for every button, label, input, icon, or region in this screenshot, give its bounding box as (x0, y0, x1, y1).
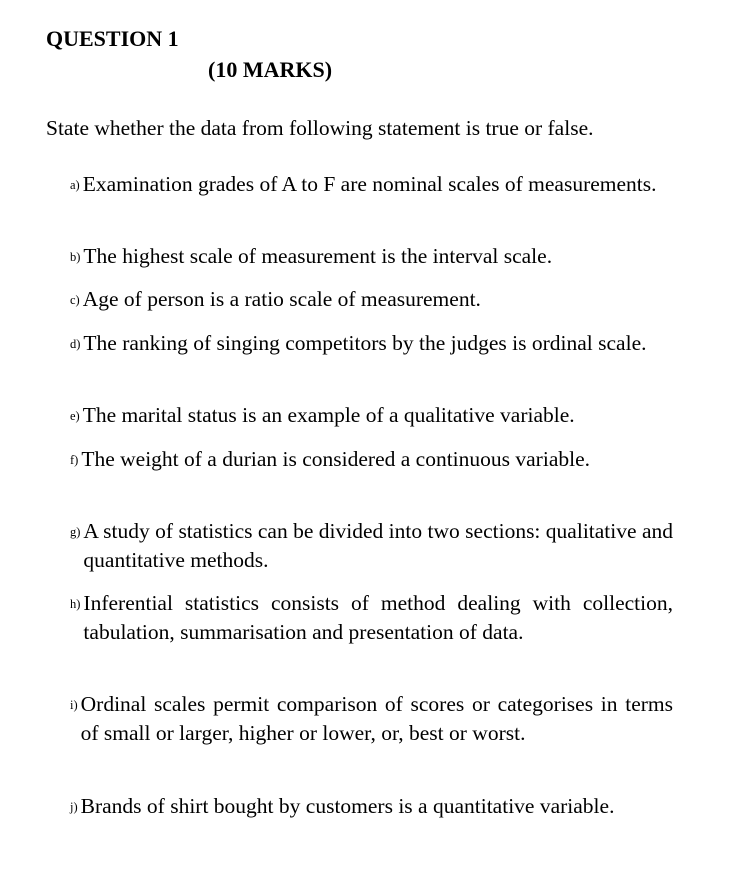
statement-marker: j) (70, 800, 78, 814)
statement-text: A study of statistics can be divided into two sections: qualitative and quantitative methods. (83, 519, 673, 572)
statement-marker: a) (70, 178, 80, 192)
statement-i (70, 690, 673, 748)
statement-marker: g) (70, 525, 81, 539)
statement-f (70, 445, 673, 474)
question-marks: (10 MARKS) (208, 57, 333, 82)
statement-h (70, 589, 673, 647)
statement-text: Age of person is a ratio scale of measurement. (82, 287, 481, 311)
statement-text: The marital status is an example of a qualitative variable. (82, 403, 575, 427)
statement-marker: e) (70, 409, 80, 423)
statement-marker: b) (70, 250, 81, 264)
statement-text: Brands of shirt bought by customers is a quantitative variable. (80, 794, 615, 818)
statement-e (70, 401, 673, 430)
statement-text: Inferential statistics consists of method dealing with collection, tabulation, summarisation and presentation of data. (83, 591, 673, 644)
statement-a (70, 170, 673, 199)
statement-c (70, 285, 673, 314)
question-title: QUESTION 1 (46, 26, 179, 51)
statement-marker: c) (70, 293, 80, 307)
statement-g (70, 517, 673, 575)
statement-text: The ranking of singing competitors by the judges is ordinal scale. (83, 331, 647, 355)
statement-text: The weight of a durian is considered a continuous variable. (81, 447, 591, 471)
statement-j (70, 792, 673, 821)
statement-marker: i) (70, 698, 78, 712)
instruction-text: State whether the data from following statement is true or false. (46, 116, 594, 140)
statement-text: The highest scale of measurement is the interval scale. (83, 244, 553, 268)
statement-text: Examination grades of A to F are nominal scales of measurements. (82, 172, 657, 196)
statement-marker: f) (70, 453, 79, 467)
statement-d (70, 329, 673, 358)
statement-text: Ordinal scales permit comparison of scores or categorises in terms of small or larger, higher or lower, or, best or worst. (80, 692, 673, 745)
statement-b (70, 242, 673, 271)
statement-marker: h) (70, 597, 81, 611)
statement-marker: d) (70, 337, 81, 351)
